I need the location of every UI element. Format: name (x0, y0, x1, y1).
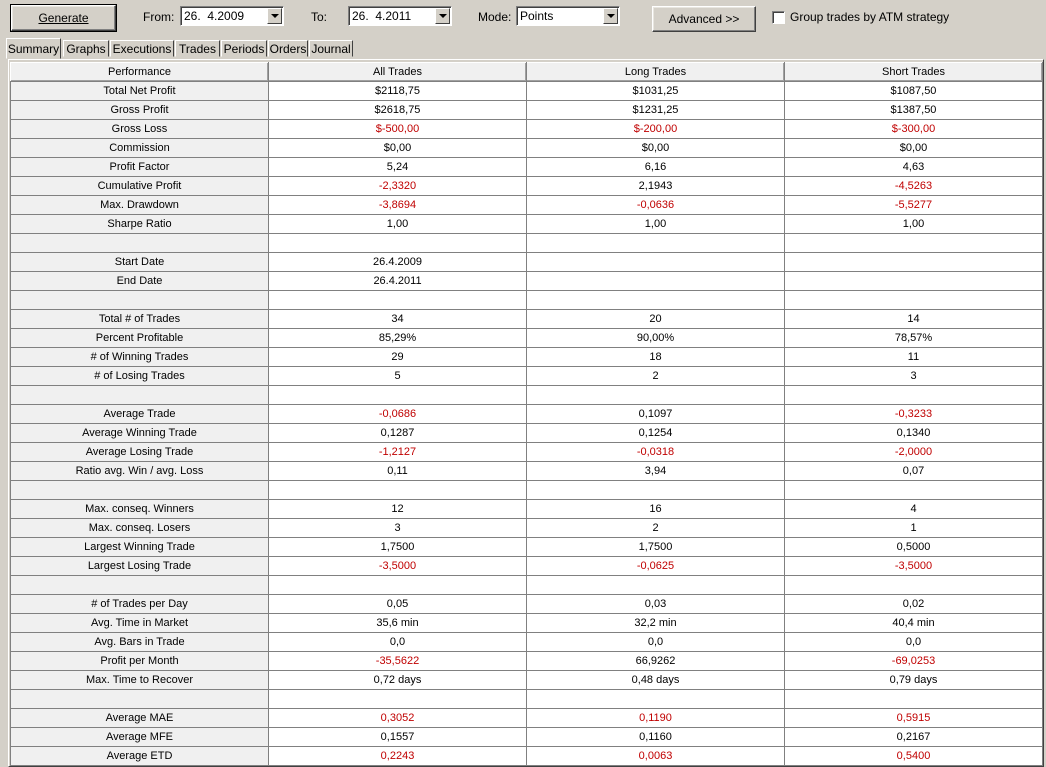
value-cell-long: 3,94 (527, 462, 785, 481)
row-label-cell: # of Trades per Day (11, 595, 269, 614)
table-row (11, 120, 1043, 139)
value-cell-short: 78,57% (785, 329, 1043, 348)
value-cell-short: -3,5000 (785, 557, 1043, 576)
row-label-cell: Commission (11, 139, 269, 158)
row-label-cell: Max. Time to Recover (11, 671, 269, 690)
tab-executions-label: Executions (112, 41, 172, 56)
value-cell-long (527, 291, 785, 310)
table-row (11, 595, 1043, 614)
value-cell-long: 0,03 (527, 595, 785, 614)
table-row (11, 329, 1043, 348)
table-row (11, 500, 1043, 519)
tab-journal[interactable] (309, 40, 353, 57)
value-cell-long: 1,7500 (527, 538, 785, 557)
value-cell-short: $1387,50 (785, 101, 1043, 120)
row-label-cell (11, 690, 269, 709)
row-label-cell: Max. conseq. Losers (11, 519, 269, 538)
value-cell-long (527, 234, 785, 253)
value-cell-long (527, 576, 785, 595)
row-label-cell: Avg. Time in Market (11, 614, 269, 633)
value-cell-all: 26.4.2009 (269, 253, 527, 272)
value-cell-all: 0,05 (269, 595, 527, 614)
table-row (11, 690, 1043, 709)
value-cell-all: -2,3320 (269, 177, 527, 196)
from-date-dropdown-icon[interactable] (267, 8, 282, 24)
value-cell-long: $0,00 (527, 139, 785, 158)
mode-label: Mode: (478, 10, 512, 24)
row-label-cell (11, 481, 269, 500)
tab-periods[interactable] (221, 40, 267, 57)
table-header-row (11, 63, 1043, 82)
table-row (11, 462, 1043, 481)
row-label-cell: Cumulative Profit (11, 177, 269, 196)
value-cell-all: 0,0 (269, 633, 527, 652)
to-date-value: 26. 4.2011 (352, 9, 412, 23)
row-label-cell (11, 576, 269, 595)
value-cell-long: 0,0063 (527, 747, 785, 766)
value-cell-all: 1,00 (269, 215, 527, 234)
value-cell-long: 66,9262 (527, 652, 785, 671)
value-cell-long: 20 (527, 310, 785, 329)
value-cell-long: 1,00 (527, 215, 785, 234)
value-cell-short: -0,3233 (785, 405, 1043, 424)
value-cell-short: -2,0000 (785, 443, 1043, 462)
value-cell-short (785, 291, 1043, 310)
table-row (11, 671, 1043, 690)
value-cell-long: 0,1160 (527, 728, 785, 747)
value-cell-short: 0,79 days (785, 671, 1043, 690)
value-cell-long: 0,1097 (527, 405, 785, 424)
performance-table (10, 62, 1043, 766)
row-label-cell: Percent Profitable (11, 329, 269, 348)
generate-button-label: Generate (38, 11, 89, 25)
value-cell-short (785, 690, 1043, 709)
table-row (11, 557, 1043, 576)
value-cell-long: 32,2 min (527, 614, 785, 633)
table-row (11, 652, 1043, 671)
table-row (11, 291, 1043, 310)
tab-trades-label: Trades (179, 41, 216, 56)
value-cell-long: 0,0 (527, 633, 785, 652)
from-label: From: (143, 10, 175, 24)
advanced-button[interactable] (652, 6, 756, 32)
value-cell-long: 6,16 (527, 158, 785, 177)
value-cell-long: 2,1943 (527, 177, 785, 196)
toolbar (0, 0, 1046, 38)
row-label-cell: Largest Winning Trade (11, 538, 269, 557)
value-cell-all (269, 291, 527, 310)
value-cell-all: -3,5000 (269, 557, 527, 576)
table-row (11, 158, 1043, 177)
table-row (11, 538, 1043, 557)
value-cell-all: 5 (269, 367, 527, 386)
value-cell-short: 4,63 (785, 158, 1043, 177)
tab-journal-label: Journal (311, 41, 351, 56)
to-date-picker[interactable] (348, 6, 452, 26)
mode-value: Points (520, 9, 554, 23)
value-cell-all: $2118,75 (269, 82, 527, 101)
tab-graphs-label: Graphs (66, 41, 106, 56)
tab-orders-label: Orders (269, 41, 307, 56)
value-cell-long (527, 386, 785, 405)
value-cell-long: -0,0625 (527, 557, 785, 576)
value-cell-all: -35,5622 (269, 652, 527, 671)
value-cell-all: 1,7500 (269, 538, 527, 557)
from-date-value: 26. 4.2009 (184, 9, 245, 23)
row-label-cell: Largest Losing Trade (11, 557, 269, 576)
value-cell-all: 0,1287 (269, 424, 527, 443)
value-cell-short (785, 253, 1043, 272)
value-cell-all: 0,2243 (269, 747, 527, 766)
value-cell-long: 2 (527, 519, 785, 538)
row-label-cell: Avg. Bars in Trade (11, 633, 269, 652)
value-cell-short: 1,00 (785, 215, 1043, 234)
value-cell-long: -0,0636 (527, 196, 785, 215)
table-row (11, 443, 1043, 462)
value-cell-short (785, 272, 1043, 291)
value-cell-all: 0,3052 (269, 709, 527, 728)
table-row (11, 424, 1043, 443)
value-cell-long (527, 690, 785, 709)
value-cell-short: 0,02 (785, 595, 1043, 614)
value-cell-all: 26.4.2011 (269, 272, 527, 291)
value-cell-short: -4,5263 (785, 177, 1043, 196)
value-cell-all: $-500,00 (269, 120, 527, 139)
row-label-cell: Average Trade (11, 405, 269, 424)
value-cell-short: 0,5400 (785, 747, 1043, 766)
group-trades-label[interactable]: Group trades by ATM strategy (790, 10, 950, 24)
tab-orders[interactable] (268, 40, 308, 57)
value-cell-all: -3,8694 (269, 196, 527, 215)
row-label-cell: Profit Factor (11, 158, 269, 177)
row-label-cell: Average MAE (11, 709, 269, 728)
table-row (11, 101, 1043, 120)
value-cell-short: -69,0253 (785, 652, 1043, 671)
tab-graphs[interactable] (63, 40, 109, 57)
row-label-cell: Average MFE (11, 728, 269, 747)
value-cell-short (785, 386, 1043, 405)
mode-select[interactable] (516, 6, 620, 26)
value-cell-short: $1087,50 (785, 82, 1043, 101)
value-cell-short: 0,5915 (785, 709, 1043, 728)
row-label-cell (11, 386, 269, 405)
value-cell-long (527, 481, 785, 500)
row-label-cell: Sharpe Ratio (11, 215, 269, 234)
value-cell-all: 29 (269, 348, 527, 367)
table-body (11, 82, 1043, 766)
tab-trades[interactable] (175, 40, 220, 57)
tab-summary-label: Summary (7, 41, 60, 56)
tab-executions[interactable] (110, 40, 174, 57)
row-label-cell: Total Net Profit (11, 82, 269, 101)
table-row (11, 139, 1043, 158)
value-cell-all (269, 576, 527, 595)
row-label-cell: End Date (11, 272, 269, 291)
group-trades-checkbox[interactable] (772, 11, 785, 24)
table-row (11, 272, 1043, 291)
table-row (11, 215, 1043, 234)
row-label-cell: Average ETD (11, 747, 269, 766)
table-row (11, 519, 1043, 538)
value-cell-all: 34 (269, 310, 527, 329)
value-cell-short (785, 481, 1043, 500)
table-row (11, 234, 1043, 253)
table-row (11, 709, 1043, 728)
value-cell-all: 12 (269, 500, 527, 519)
row-label-cell: Average Winning Trade (11, 424, 269, 443)
value-cell-short: 11 (785, 348, 1043, 367)
row-label-cell: Gross Profit (11, 101, 269, 120)
value-cell-short: $-300,00 (785, 120, 1043, 139)
tab-summary[interactable] (6, 38, 61, 59)
value-cell-short: 0,2167 (785, 728, 1043, 747)
table-row (11, 310, 1043, 329)
column-header-short-trades[interactable]: Short Trades (785, 63, 1043, 82)
value-cell-short: -5,5277 (785, 196, 1043, 215)
value-cell-short: 40,4 min (785, 614, 1043, 633)
value-cell-all (269, 690, 527, 709)
table-row (11, 196, 1043, 215)
table-row (11, 177, 1043, 196)
value-cell-long: $-200,00 (527, 120, 785, 139)
value-cell-long (527, 253, 785, 272)
table-row (11, 348, 1043, 367)
to-date-dropdown-icon[interactable] (435, 8, 450, 24)
value-cell-long: 18 (527, 348, 785, 367)
value-cell-short: $0,00 (785, 139, 1043, 158)
value-cell-all: 0,72 days (269, 671, 527, 690)
value-cell-short: 0,0 (785, 633, 1043, 652)
value-cell-short: 4 (785, 500, 1043, 519)
table-row (11, 633, 1043, 652)
row-label-cell: Ratio avg. Win / avg. Loss (11, 462, 269, 481)
advanced-button-label: Advanced >> (668, 12, 740, 26)
value-cell-long: -0,0318 (527, 443, 785, 462)
value-cell-all: 35,6 min (269, 614, 527, 633)
table-row (11, 728, 1043, 747)
value-cell-short (785, 234, 1043, 253)
row-label-cell: Start Date (11, 253, 269, 272)
value-cell-short: 3 (785, 367, 1043, 386)
row-label-cell: Profit per Month (11, 652, 269, 671)
value-cell-all: 0,11 (269, 462, 527, 481)
row-label-cell: # of Losing Trades (11, 367, 269, 386)
row-label-cell: Max. conseq. Winners (11, 500, 269, 519)
column-header-long-trades[interactable]: Long Trades (527, 63, 785, 82)
value-cell-long: 2 (527, 367, 785, 386)
column-header-all-trades[interactable]: All Trades (269, 63, 527, 82)
value-cell-long: $1031,25 (527, 82, 785, 101)
value-cell-short (785, 576, 1043, 595)
value-cell-all: 5,24 (269, 158, 527, 177)
tab-periods-label: Periods (223, 41, 265, 56)
value-cell-all: -0,0686 (269, 405, 527, 424)
row-label-cell: Gross Loss (11, 120, 269, 139)
value-cell-short: 0,07 (785, 462, 1043, 481)
value-cell-all: 0,1557 (269, 728, 527, 747)
row-label-cell: Average Losing Trade (11, 443, 269, 462)
value-cell-all: $0,00 (269, 139, 527, 158)
generate-button[interactable] (11, 5, 116, 31)
table-row (11, 386, 1043, 405)
value-cell-long: $1231,25 (527, 101, 785, 120)
value-cell-long (527, 272, 785, 291)
table-row (11, 481, 1043, 500)
row-label-cell (11, 234, 269, 253)
table-row (11, 253, 1043, 272)
table-row (11, 405, 1043, 424)
column-header-performance[interactable]: Performance (11, 63, 269, 82)
table-row (11, 614, 1043, 633)
value-cell-short: 1 (785, 519, 1043, 538)
row-label-cell: # of Winning Trades (11, 348, 269, 367)
row-label-cell: Max. Drawdown (11, 196, 269, 215)
table-row (11, 747, 1043, 766)
mode-dropdown-icon[interactable] (603, 8, 618, 24)
value-cell-all: -1,2127 (269, 443, 527, 462)
table-row (11, 82, 1043, 101)
value-cell-short: 0,1340 (785, 424, 1043, 443)
value-cell-long: 90,00% (527, 329, 785, 348)
value-cell-short: 14 (785, 310, 1043, 329)
row-label-cell: Total # of Trades (11, 310, 269, 329)
value-cell-long: 16 (527, 500, 785, 519)
value-cell-all (269, 234, 527, 253)
value-cell-all (269, 481, 527, 500)
value-cell-all: 85,29% (269, 329, 527, 348)
table-row (11, 367, 1043, 386)
value-cell-all: $2618,75 (269, 101, 527, 120)
value-cell-long: 0,1254 (527, 424, 785, 443)
value-cell-all (269, 386, 527, 405)
table-row (11, 576, 1043, 595)
value-cell-short: 0,5000 (785, 538, 1043, 557)
to-label: To: (311, 10, 328, 24)
value-cell-long: 0,48 days (527, 671, 785, 690)
row-label-cell (11, 291, 269, 310)
value-cell-long: 0,1190 (527, 709, 785, 728)
value-cell-all: 3 (269, 519, 527, 538)
from-date-picker[interactable] (180, 6, 284, 26)
